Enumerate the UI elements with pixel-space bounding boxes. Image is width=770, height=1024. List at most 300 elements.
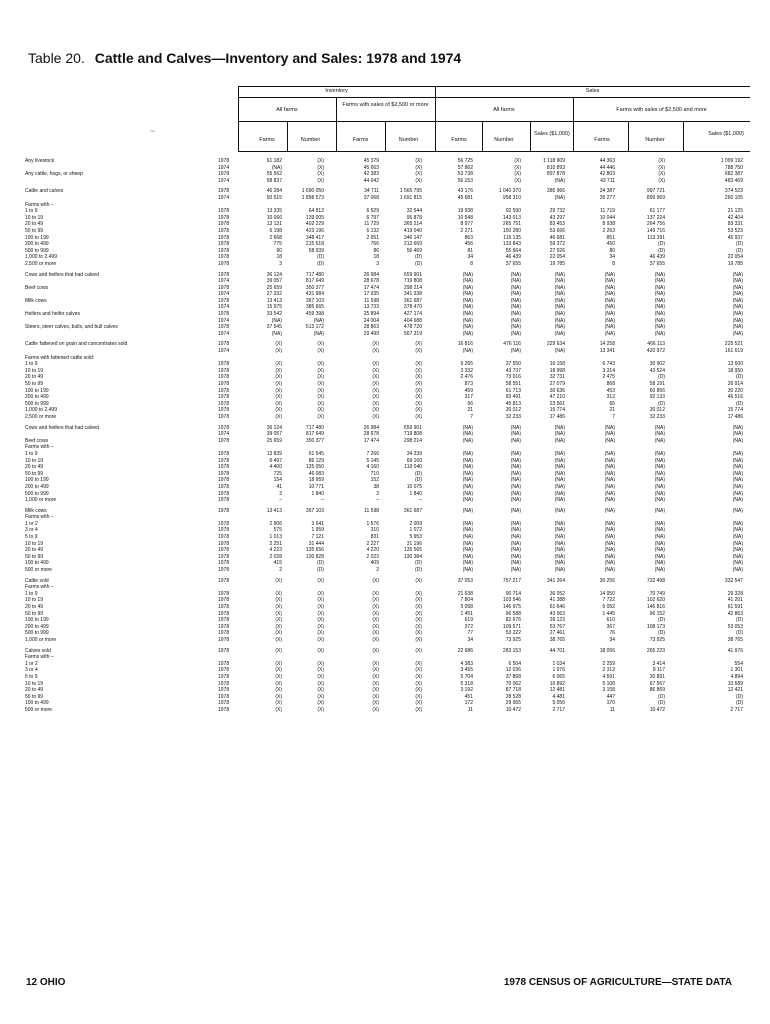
table-cell: 59 372 [549,241,565,248]
table-cell: (NA) [654,464,665,471]
row-label: 200 to 499 [25,483,49,490]
table-cell: 45 813 [505,400,521,407]
table-cell: 1 118 909 [543,158,565,164]
row-label: 100 to 499 [25,700,49,707]
table-cell: 26 984 [363,424,379,431]
table-cell: 10 589 [727,680,743,687]
table-cell: 32 233 [505,413,521,420]
table-cell: 265 751 [502,221,521,228]
table-row [25,401,755,408]
table-row [25,368,755,375]
table-cell: (X) [275,610,282,617]
row-label: 5 to 9 [25,534,38,541]
table-cell: (NA) [462,483,473,490]
table-cell: 427 174 [403,311,422,318]
row-label: 100 to 199 [25,234,49,241]
table-cell: (NA) [732,520,743,527]
table-cell: 46 284 [266,188,282,195]
table-cell: 45 663 [363,164,379,171]
table-row [25,394,755,401]
table-row [25,381,755,388]
row-year: 1978 [218,660,230,667]
table-cell: 25 659 [266,284,282,291]
table-row [25,291,755,298]
table-row [25,361,755,368]
table-cell: 2 [279,567,282,574]
table-cell: (NA) [462,284,473,291]
table-cell: 95 878 [406,214,422,221]
table-cell: (NA) [271,330,282,337]
table-cell: 90 [276,247,282,254]
row-label: 50 to 99 [25,381,44,387]
table-cell: (X) [514,171,521,178]
row-year: 1978 [218,700,230,707]
table-cell: 12 421 [727,687,743,694]
table-cell: (D) [415,260,422,267]
table-cell: (NA) [732,470,743,477]
table-cell: (NA) [554,540,565,547]
table-row [25,477,755,484]
table-cell: 402 229 [305,221,324,228]
table-cell: (NA) [604,450,615,457]
table-cell: 38 [373,483,379,490]
table-cell: 3 414 [652,660,665,667]
table-cell: (X) [415,630,422,637]
table-cell: 61 545 [308,450,324,457]
table-cell: 11 598 [364,507,379,514]
row-label: 1 to 9 [25,361,38,368]
table-row [25,285,755,292]
row-label: 200 to 499 [25,241,49,248]
table-cell: (NA) [732,450,743,457]
table-cell: (NA) [604,527,615,534]
table-cell: 28 528 [505,693,521,700]
row-year: 1978 [218,490,230,497]
table-cell: (NA) [554,324,565,331]
table-row [25,438,755,445]
table-cell: (NA) [654,424,665,431]
table-cell: 817 649 [305,278,324,285]
table-cell: (X) [415,610,422,617]
table-cell: (X) [415,413,422,420]
table-cell: 60 856 [649,387,665,394]
table-cell: (NA) [604,470,615,477]
row-label: 20 to 49 [25,687,44,694]
table-cell: 810 893 [546,164,565,171]
table-cell: (X) [372,660,379,667]
table-cell: 41 [276,483,282,490]
table-cell: 58 551 [505,381,521,387]
table-cell: (NA) [271,164,282,171]
row-label: 10 to 19 [25,597,44,604]
row-year: 1974 [218,317,230,324]
table-cell: (X) [372,577,379,584]
table-cell: (X) [317,617,324,624]
col-farms-2: Farms [352,137,369,143]
table-cell: (NA) [510,450,521,457]
table-cell: (X) [372,361,379,368]
row-label: Heifers and heifer calves [25,311,81,318]
table-heading: Cattle and Calves—Inventory and Sales: 1978 and 1974 [94,50,462,66]
row-label: 20 to 49 [25,374,44,381]
table-cell: 2 651 [366,234,379,241]
table-cell: 61 646 [549,604,565,610]
table-cell: 7 121 [311,534,324,541]
table-row [25,195,755,202]
row-year: 1978 [218,407,230,414]
table-cell: (NA) [732,477,743,484]
table-cell: (NA) [604,547,615,554]
table-cell: 19 938 [457,208,473,215]
table-cell: 46 681 [549,234,565,241]
table-cell: 37 550 [505,361,521,368]
table-cell: 8 977 [460,221,473,228]
table-cell: (NA) [604,490,615,497]
table-cell: (X) [317,413,324,420]
table-cell: (NA) [604,437,615,444]
table-cell: (NA) [554,547,565,554]
table-cell: (X) [415,177,422,184]
table-cell: (X) [372,623,379,630]
table-cell: 108 173 [646,623,665,630]
table-cell: (NA) [604,297,615,304]
table-cell: 44 042 [363,177,379,184]
table-cell: 27 926 [549,247,565,254]
table-cell: (NA) [554,348,565,355]
table-cell: (NA) [732,271,743,278]
table-row [25,458,755,465]
table-cell: (NA) [510,470,521,477]
table-cell: (NA) [654,278,665,285]
table-cell: 12 036 [505,667,521,674]
table-cell: 137 224 [646,214,665,221]
row-label: 100 to 199 [25,387,49,394]
table-cell: 133 843 [502,241,521,248]
table-cell: (NA) [654,317,665,324]
table-cell: (NA) [554,437,565,444]
table-cell: (X) [372,590,379,597]
table-cell: (X) [415,367,422,374]
table-row [25,355,755,362]
row-year: 1978 [218,374,230,381]
table-cell: 37 868 [505,673,521,680]
table-cell: (NA) [732,547,743,554]
table-cell: 170 [606,700,615,707]
table-cell: (NA) [732,297,743,304]
table-row [25,254,755,261]
table-cell: (NA) [510,424,521,431]
row-year: 1978 [218,560,230,567]
table-cell: (X) [658,171,665,178]
table-cell: 135 565 [403,547,422,554]
table-cell: (X) [275,617,282,624]
table-cell: 13 413 [266,297,282,304]
row-label: 5 to 9 [25,673,38,680]
row-year: 1974 [218,194,230,201]
table-cell: (NA) [604,304,615,311]
table-cell: (X) [275,367,282,374]
table-cell: 61 177 [649,208,665,215]
table-cell: 161 619 [724,348,743,355]
table-cell: 5 108 [602,680,615,687]
table-cell: 58 191 [649,381,665,387]
table-cell: 2 259 [602,660,615,667]
row-label: 1,000 to 2,499 [25,254,57,261]
table-cell: (NA) [510,477,521,484]
table-cell: (NA) [604,271,615,278]
table-cell: (X) [317,706,324,713]
table-cell: (NA) [732,540,743,547]
table-cell: (NA) [510,507,521,514]
table-cell: 7 804 [460,597,473,604]
table-cell: 18 950 [727,367,743,374]
table-cell: 6 504 [508,660,521,667]
table-cell: (X) [317,577,324,584]
page-footer-right: 1978 CENSUS OF AGRICULTURE—STATE DATA [503,977,732,988]
table-cell: 10 548 [457,214,473,221]
table-cell: (X) [415,680,422,687]
table-cell: 86 129 [308,457,324,464]
table-cell: (X) [317,158,324,164]
table-cell: 32 544 [406,208,422,215]
table-cell: (X) [372,630,379,637]
table-cell: 93 491 [505,394,521,401]
table-cell: 42 383 [363,171,379,178]
row-year: 1978 [218,534,230,541]
table-cell: (D) [736,374,743,381]
table-cell: 25 659 [266,437,282,444]
table-row [25,604,755,611]
table-cell: 350 377 [305,284,324,291]
row-label: Cattle fattened on grain and concentrates sold [25,341,128,348]
table-cell: 3 332 [460,367,473,374]
table-cell: (NA) [510,527,521,534]
table-row [25,567,755,574]
table-cell: 36 124 [266,271,282,278]
table-cell: (NA) [554,567,565,574]
row-year: 1978 [218,394,230,401]
row-label: Any livestock [25,158,55,164]
table-cell: 80 [609,247,615,254]
table-cell: 113 391 [647,234,665,241]
table-cell: 22 686 [457,647,473,654]
table-row [25,188,755,195]
table-cell: (NA) [654,271,665,278]
table-cell: (NA) [510,553,521,560]
row-year: 1978 [218,693,230,700]
table-cell: 53 666 [549,227,565,234]
row-year: 1978 [218,553,230,560]
col-farms-1: Farms [259,137,275,143]
table-row [25,464,755,471]
table-cell: 55 562 [266,171,282,178]
table-cell: 143 013 [502,214,521,221]
table-cell: 34 [609,636,615,643]
table-cell: (X) [317,374,324,381]
table-cell: (NA) [732,464,743,471]
table-cell: (NA) [510,457,521,464]
table-cell: (D) [736,630,743,637]
table-cell: (X) [317,394,324,401]
row-year: 1978 [218,647,230,654]
table-cell: 215 618 [305,241,324,248]
row-year: 1978 [218,241,230,248]
table-cell: (NA) [510,547,521,554]
table-cell: 431 984 [305,291,324,298]
table-cell: 83 331 [727,221,743,228]
row-year: 1978 [218,470,230,477]
table-cell: (X) [415,381,422,387]
table-cell: (X) [275,374,282,381]
table-cell: (NA) [732,284,743,291]
table-cell: (X) [317,171,324,178]
table-cell: 456 [464,241,473,248]
row-label: 1 to 9 [25,208,38,215]
table-cell: 19 785 [727,260,743,267]
table-cell: 367 [606,623,615,630]
table-cell: (D) [736,693,743,700]
table-cell: 33 542 [266,311,282,318]
row-year: 1978 [218,158,230,164]
table-cell: 1 840 [311,490,324,497]
table-row [25,624,755,631]
table-row [25,431,755,438]
table-cell: 24 004 [363,317,379,324]
table-cell: (NA) [554,431,565,438]
sales-header: Sales [585,88,600,94]
table-cell: 18 998 [549,367,565,374]
table-cell: (X) [317,341,324,348]
table-row [25,388,755,395]
table-cell: (NA) [732,457,743,464]
row-label: 10 to 19 [25,540,44,547]
table-cell: 212 669 [403,241,422,248]
row-year: 1974 [218,348,230,355]
table-cell: 717 480 [305,271,324,278]
table-row [25,324,755,331]
table-cell: 16 158 [549,361,565,368]
row-label: Cattle and calves [25,188,64,195]
table-row [25,221,755,228]
row-year: 1978 [218,271,230,278]
table-cell: 682 387 [724,171,743,178]
row-year: 1978 [218,297,230,304]
table-cell: 3 158 [602,687,615,694]
table-cell: 1 034 [552,660,565,667]
table-cell: 30 012 [649,407,665,414]
table-cell: 67 567 [649,680,665,687]
table-cell: (X) [415,636,422,643]
table-row [25,241,755,248]
table-cell: 36 052 [549,590,565,597]
table-cell: 29 328 [727,590,743,597]
table-cell: (X) [372,367,379,374]
table-cell: 15 975 [266,304,282,311]
table-cell: 86 [373,247,379,254]
table-cell: (NA) [462,540,473,547]
table-cell: (NA) [554,304,565,311]
table-cell: (X) [317,361,324,368]
table-cell: (D) [658,617,665,624]
table-cell: (X) [372,673,379,680]
table-row [25,661,755,668]
table-row [25,484,755,491]
table-cell: 38 765 [727,636,743,643]
table-cell: 46 083 [308,470,324,477]
table-cell: 483 469 [724,177,743,184]
table-cell: (X) [372,617,379,624]
table-cell: (NA) [554,330,565,337]
table-cell: 46 439 [649,254,665,261]
table-cell: (NA) [654,297,665,304]
table-cell: 5 056 [552,700,565,707]
table-cell: (NA) [554,520,565,527]
table-cell: 38 765 [549,636,565,643]
table-cell: (NA) [604,317,615,324]
table-cell: 2 312 [602,667,615,674]
table-cell: 18 959 [308,477,324,484]
table-cell: (NA) [462,553,473,560]
table-cell: (X) [372,400,379,407]
table-cell: 5 704 [460,673,473,680]
table-cell: 385 966 [546,188,565,195]
table-cell: (NA) [604,497,615,504]
table-cell: 130 384 [403,553,422,560]
table-cell: 45 681 [457,194,473,201]
table-row [25,527,755,534]
table-cell: 6 743 [602,361,615,368]
table-cell: 2 717 [730,706,743,713]
row-year: 1978 [218,464,230,471]
table-cell: 7 722 [602,597,615,604]
table-cell: (X) [275,673,282,680]
table-cell: (NA) [654,553,665,560]
table-cell: 719 808 [403,278,422,285]
table-cell: 26 984 [363,271,379,278]
table-cell: (X) [275,348,282,355]
table-cell: 21 [609,407,615,414]
table-cell: (X) [317,381,324,387]
row-year: 1978 [218,254,230,261]
table-cell: 64 812 [308,208,324,215]
table-cell: (X) [317,673,324,680]
table-cell: 53 767 [549,623,565,630]
table-cell: 37 655 [505,260,521,267]
row-year: 1978 [218,234,230,241]
page-footer-left: 12 OHIO [26,977,66,988]
table-cell: (NA) [462,450,473,457]
table-cell: 372 [464,623,473,630]
table-cell: (NA) [732,431,743,438]
table-row [25,165,755,172]
row-year: 1978 [218,673,230,680]
row-year: 1978 [218,208,230,215]
table-cell: (NA) [654,457,665,464]
table-cell: (X) [317,680,324,687]
row-label: 500 or more [25,567,52,574]
table-cell: 415 [273,560,282,567]
table-cell: 451 [464,693,473,700]
table-cell: 567 319 [403,330,422,337]
table-cell: (NA) [732,560,743,567]
row-year: 1978 [218,247,230,254]
table-cell: (NA) [462,424,473,431]
table-row [25,202,755,209]
table-cell: (NA) [604,520,615,527]
table-cell: 18 [373,254,379,261]
row-label: 50 to 99 [25,227,44,234]
table-cell: (X) [415,361,422,368]
